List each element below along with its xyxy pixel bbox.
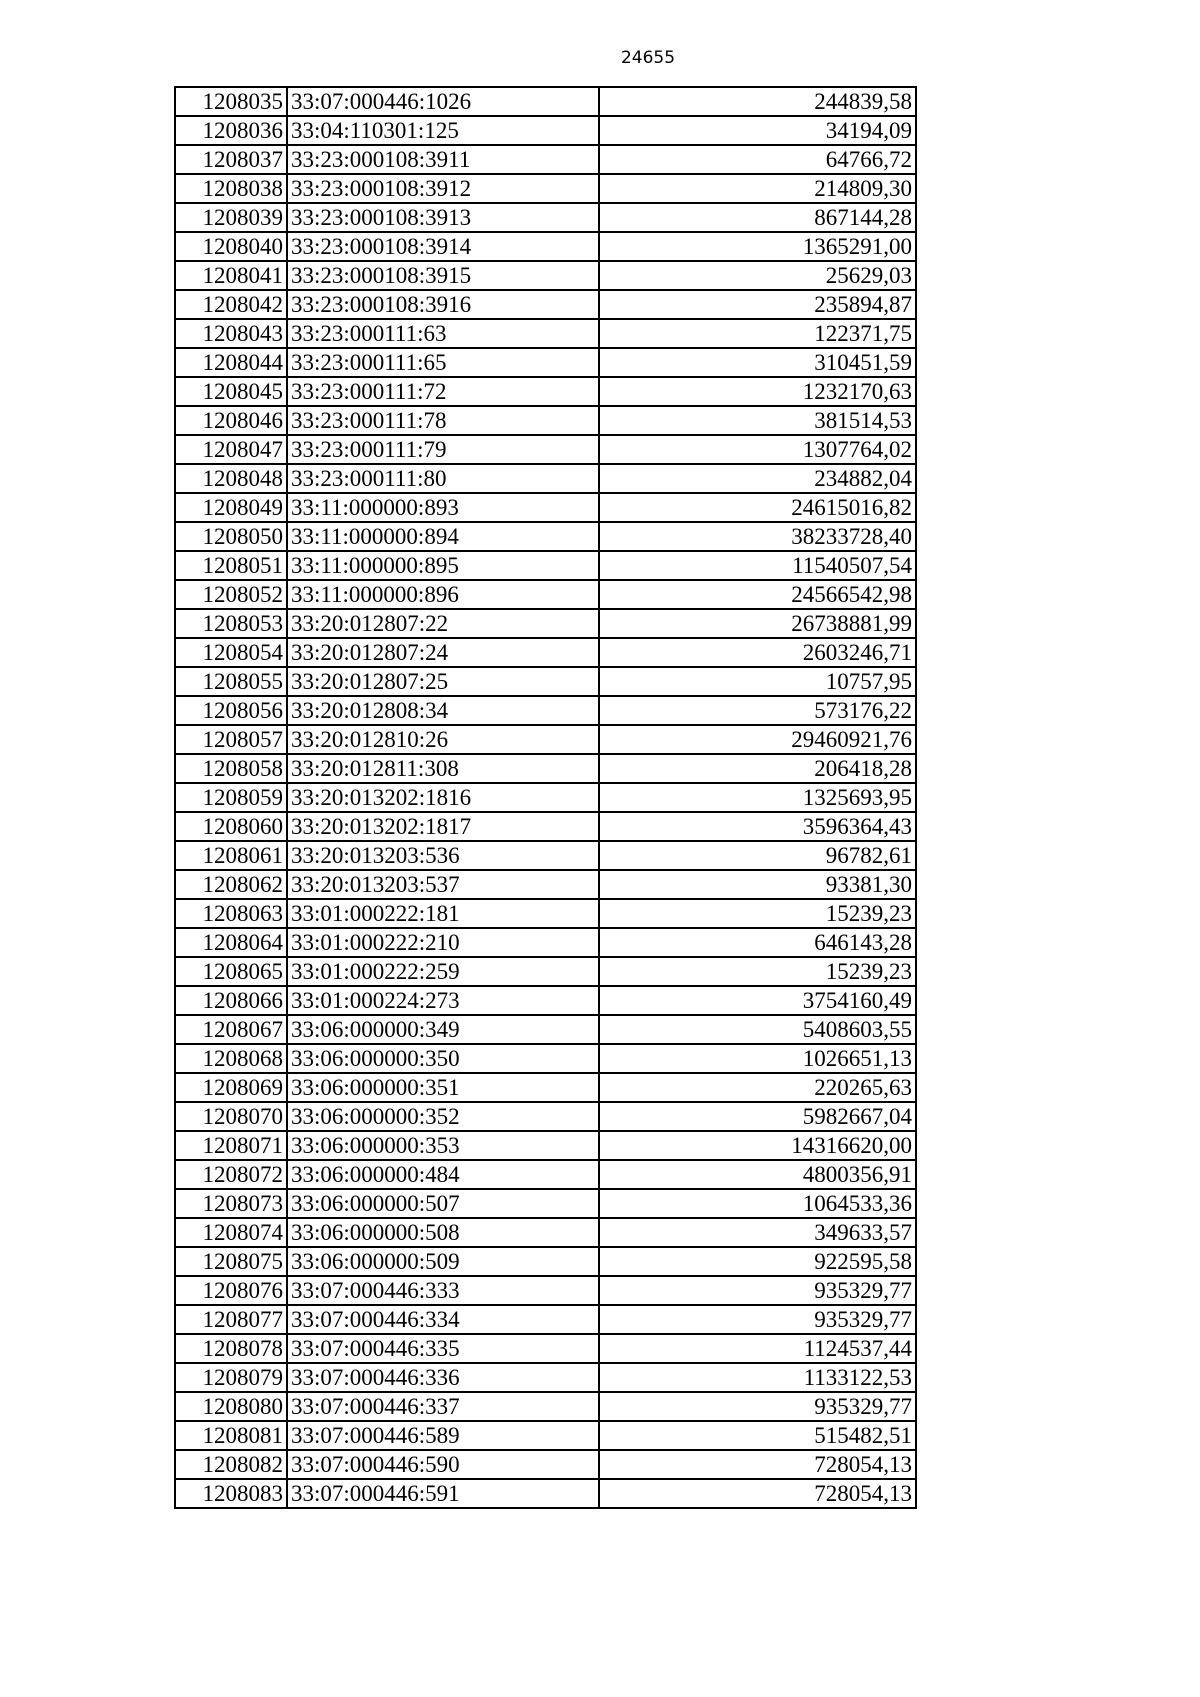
table-row	[175, 406, 916, 435]
row-number-cell: 1208063	[175, 899, 287, 928]
cadastral-value-cell: 38233728,40	[599, 522, 916, 551]
cadastral-number-cell: 33:23:000111:79	[287, 435, 599, 464]
table-row	[175, 1276, 916, 1305]
cadastral-number-cell: 33:20:012807:25	[287, 667, 599, 696]
cadastral-number-cell: 33:06:000000:349	[287, 1015, 599, 1044]
row-number-cell: 1208037	[175, 145, 287, 174]
cadastral-value-cell: 728054,13	[599, 1450, 916, 1479]
cadastral-value-cell: 573176,22	[599, 696, 916, 725]
row-number-cell: 1208039	[175, 203, 287, 232]
row-number-cell: 1208056	[175, 696, 287, 725]
row-number-cell: 1208073	[175, 1189, 287, 1218]
row-number-cell: 1208054	[175, 638, 287, 667]
table-row	[175, 145, 916, 174]
table-row	[175, 957, 916, 986]
cadastral-number-cell: 33:07:000446:334	[287, 1305, 599, 1334]
cadastral-number-cell: 33:11:000000:894	[287, 522, 599, 551]
row-number-cell: 1208051	[175, 551, 287, 580]
cadastral-value-cell: 1124537,44	[599, 1334, 916, 1363]
cadastral-number-cell: 33:23:000108:3915	[287, 261, 599, 290]
cadastral-number-cell: 33:01:000222:259	[287, 957, 599, 986]
table-row	[175, 116, 916, 145]
row-number-cell: 1208048	[175, 464, 287, 493]
table-row	[175, 232, 916, 261]
cadastral-value-cell: 96782,61	[599, 841, 916, 870]
cadastral-number-cell: 33:07:000446:1026	[287, 87, 599, 116]
row-number-cell: 1208053	[175, 609, 287, 638]
row-number-cell: 1208070	[175, 1102, 287, 1131]
row-number-cell: 1208077	[175, 1305, 287, 1334]
cadastral-value-cell: 234882,04	[599, 464, 916, 493]
cadastral-value-cell: 214809,30	[599, 174, 916, 203]
cadastral-number-cell: 33:20:012810:26	[287, 725, 599, 754]
cadastral-number-cell: 33:06:000000:509	[287, 1247, 599, 1276]
table-row	[175, 1392, 916, 1421]
table-row	[175, 609, 916, 638]
cadastral-number-cell: 33:07:000446:335	[287, 1334, 599, 1363]
cadastral-number-cell: 33:11:000000:893	[287, 493, 599, 522]
table-row	[175, 1305, 916, 1334]
row-number-cell: 1208040	[175, 232, 287, 261]
cadastral-number-cell: 33:07:000446:337	[287, 1392, 599, 1421]
row-number-cell: 1208055	[175, 667, 287, 696]
table-row	[175, 1334, 916, 1363]
row-number-cell: 1208045	[175, 377, 287, 406]
cadastral-number-cell: 33:07:000446:589	[287, 1421, 599, 1450]
row-number-cell: 1208050	[175, 522, 287, 551]
cadastral-value-cell: 15239,23	[599, 957, 916, 986]
cadastral-value-cell: 728054,13	[599, 1479, 916, 1508]
cadastral-value-cell: 935329,77	[599, 1392, 916, 1421]
table-row	[175, 696, 916, 725]
cadastral-number-cell: 33:01:000222:181	[287, 899, 599, 928]
cadastral-number-cell: 33:20:012811:308	[287, 754, 599, 783]
table-row	[175, 87, 916, 116]
table-row	[175, 1421, 916, 1450]
cadastral-value-cell: 646143,28	[599, 928, 916, 957]
cadastral-number-cell: 33:23:000108:3914	[287, 232, 599, 261]
row-number-cell: 1208041	[175, 261, 287, 290]
cadastral-value-cell: 26738881,99	[599, 609, 916, 638]
cadastral-value-cell: 515482,51	[599, 1421, 916, 1450]
cadastral-number-cell: 33:20:013202:1817	[287, 812, 599, 841]
cadastral-value-cell: 122371,75	[599, 319, 916, 348]
table-row	[175, 1363, 916, 1392]
cadastral-value-cell: 3596364,43	[599, 812, 916, 841]
cadastral-value-cell: 10757,95	[599, 667, 916, 696]
cadastral-number-cell: 33:23:000111:63	[287, 319, 599, 348]
cadastral-value-cell: 64766,72	[599, 145, 916, 174]
cadastral-value-table	[174, 86, 917, 1509]
cadastral-value-cell: 220265,63	[599, 1073, 916, 1102]
cadastral-value-cell: 1307764,02	[599, 435, 916, 464]
table-row	[175, 1479, 916, 1508]
cadastral-value-cell: 1365291,00	[599, 232, 916, 261]
row-number-cell: 1208065	[175, 957, 287, 986]
table-row	[175, 1044, 916, 1073]
cadastral-number-cell: 33:06:000000:352	[287, 1102, 599, 1131]
cadastral-number-cell: 33:20:013202:1816	[287, 783, 599, 812]
row-number-cell: 1208058	[175, 754, 287, 783]
table-row	[175, 667, 916, 696]
table-row	[175, 1160, 916, 1189]
row-number-cell: 1208049	[175, 493, 287, 522]
cadastral-number-cell: 33:23:000111:78	[287, 406, 599, 435]
cadastral-value-cell: 29460921,76	[599, 725, 916, 754]
row-number-cell: 1208071	[175, 1131, 287, 1160]
table-row	[175, 725, 916, 754]
table-row	[175, 1247, 916, 1276]
cadastral-number-cell: 33:06:000000:353	[287, 1131, 599, 1160]
cadastral-number-cell: 33:01:000224:273	[287, 986, 599, 1015]
cadastral-number-cell: 33:06:000000:350	[287, 1044, 599, 1073]
cadastral-number-cell: 33:07:000446:591	[287, 1479, 599, 1508]
row-number-cell: 1208062	[175, 870, 287, 899]
cadastral-number-cell: 33:06:000000:351	[287, 1073, 599, 1102]
table-row	[175, 319, 916, 348]
cadastral-number-cell: 33:23:000111:80	[287, 464, 599, 493]
row-number-cell: 1208038	[175, 174, 287, 203]
cadastral-value-cell: 34194,09	[599, 116, 916, 145]
table-row	[175, 754, 916, 783]
cadastral-number-cell: 33:07:000446:333	[287, 1276, 599, 1305]
table-row	[175, 638, 916, 667]
cadastral-number-cell: 33:01:000222:210	[287, 928, 599, 957]
cadastral-value-cell: 1026651,13	[599, 1044, 916, 1073]
table-row	[175, 464, 916, 493]
row-number-cell: 1208075	[175, 1247, 287, 1276]
cadastral-number-cell: 33:23:000111:72	[287, 377, 599, 406]
cadastral-value-cell: 24615016,82	[599, 493, 916, 522]
cadastral-number-cell: 33:20:012808:34	[287, 696, 599, 725]
table-row	[175, 1073, 916, 1102]
row-number-cell: 1208044	[175, 348, 287, 377]
row-number-cell: 1208064	[175, 928, 287, 957]
cadastral-number-cell: 33:23:000111:65	[287, 348, 599, 377]
row-number-cell: 1208078	[175, 1334, 287, 1363]
table-row	[175, 580, 916, 609]
row-number-cell: 1208057	[175, 725, 287, 754]
cadastral-value-cell: 1232170,63	[599, 377, 916, 406]
cadastral-number-cell: 33:04:110301:125	[287, 116, 599, 145]
cadastral-value-cell: 1325693,95	[599, 783, 916, 812]
table-row	[175, 1131, 916, 1160]
cadastral-number-cell: 33:23:000108:3913	[287, 203, 599, 232]
cadastral-value-cell: 867144,28	[599, 203, 916, 232]
cadastral-value-cell: 235894,87	[599, 290, 916, 319]
cadastral-number-cell: 33:23:000108:3911	[287, 145, 599, 174]
table-row	[175, 493, 916, 522]
table-row	[175, 348, 916, 377]
table-row	[175, 1015, 916, 1044]
row-number-cell: 1208082	[175, 1450, 287, 1479]
row-number-cell: 1208035	[175, 87, 287, 116]
row-number-cell: 1208036	[175, 116, 287, 145]
table-row	[175, 986, 916, 1015]
cadastral-value-cell: 24566542,98	[599, 580, 916, 609]
cadastral-number-cell: 33:20:013203:537	[287, 870, 599, 899]
cadastral-number-cell: 33:06:000000:484	[287, 1160, 599, 1189]
table-row	[175, 1102, 916, 1131]
row-number-cell: 1208081	[175, 1421, 287, 1450]
row-number-cell: 1208080	[175, 1392, 287, 1421]
cadastral-number-cell: 33:20:012807:24	[287, 638, 599, 667]
cadastral-number-cell: 33:06:000000:508	[287, 1218, 599, 1247]
cadastral-value-cell: 5408603,55	[599, 1015, 916, 1044]
table-row	[175, 290, 916, 319]
row-number-cell: 1208060	[175, 812, 287, 841]
row-number-cell: 1208069	[175, 1073, 287, 1102]
cadastral-value-cell: 3754160,49	[599, 986, 916, 1015]
cadastral-value-cell: 935329,77	[599, 1305, 916, 1334]
cadastral-value-cell: 1064533,36	[599, 1189, 916, 1218]
cadastral-value-cell: 14316620,00	[599, 1131, 916, 1160]
row-number-cell: 1208066	[175, 986, 287, 1015]
table-row	[175, 928, 916, 957]
table-row	[175, 812, 916, 841]
table-body	[175, 87, 916, 1508]
row-number-cell: 1208052	[175, 580, 287, 609]
cadastral-number-cell: 33:07:000446:336	[287, 1363, 599, 1392]
table-row	[175, 435, 916, 464]
row-number-cell: 1208061	[175, 841, 287, 870]
row-number-cell: 1208047	[175, 435, 287, 464]
cadastral-number-cell: 33:23:000108:3916	[287, 290, 599, 319]
table-row	[175, 174, 916, 203]
row-number-cell: 1208059	[175, 783, 287, 812]
row-number-cell: 1208068	[175, 1044, 287, 1073]
cadastral-number-cell: 33:11:000000:896	[287, 580, 599, 609]
table-row	[175, 1189, 916, 1218]
cadastral-number-cell: 33:07:000446:590	[287, 1450, 599, 1479]
cadastral-value-cell: 244839,58	[599, 87, 916, 116]
row-number-cell: 1208046	[175, 406, 287, 435]
cadastral-value-cell: 381514,53	[599, 406, 916, 435]
row-number-cell: 1208079	[175, 1363, 287, 1392]
row-number-cell: 1208076	[175, 1276, 287, 1305]
table-row	[175, 203, 916, 232]
page-number: 24655	[620, 48, 676, 68]
cadastral-value-cell: 93381,30	[599, 870, 916, 899]
row-number-cell: 1208043	[175, 319, 287, 348]
cadastral-number-cell: 33:11:000000:895	[287, 551, 599, 580]
table-row	[175, 841, 916, 870]
table-row	[175, 377, 916, 406]
cadastral-number-cell: 33:20:013203:536	[287, 841, 599, 870]
row-number-cell: 1208042	[175, 290, 287, 319]
cadastral-value-cell: 11540507,54	[599, 551, 916, 580]
table-row	[175, 783, 916, 812]
row-number-cell: 1208072	[175, 1160, 287, 1189]
cadastral-value-cell: 935329,77	[599, 1276, 916, 1305]
cadastral-value-cell: 2603246,71	[599, 638, 916, 667]
cadastral-value-cell: 25629,03	[599, 261, 916, 290]
table-row	[175, 1218, 916, 1247]
cadastral-value-cell: 349633,57	[599, 1218, 916, 1247]
row-number-cell: 1208067	[175, 1015, 287, 1044]
row-number-cell: 1208074	[175, 1218, 287, 1247]
cadastral-value-cell: 1133122,53	[599, 1363, 916, 1392]
table-row	[175, 522, 916, 551]
table-row	[175, 870, 916, 899]
cadastral-value-cell: 15239,23	[599, 899, 916, 928]
row-number-cell: 1208083	[175, 1479, 287, 1508]
cadastral-value-cell: 206418,28	[599, 754, 916, 783]
table-row	[175, 899, 916, 928]
cadastral-value-cell: 310451,59	[599, 348, 916, 377]
cadastral-number-cell: 33:23:000108:3912	[287, 174, 599, 203]
table-row	[175, 551, 916, 580]
cadastral-number-cell: 33:20:012807:22	[287, 609, 599, 638]
table-row	[175, 261, 916, 290]
cadastral-value-cell: 4800356,91	[599, 1160, 916, 1189]
table-row	[175, 1450, 916, 1479]
cadastral-value-cell: 922595,58	[599, 1247, 916, 1276]
cadastral-value-cell: 5982667,04	[599, 1102, 916, 1131]
cadastral-number-cell: 33:06:000000:507	[287, 1189, 599, 1218]
